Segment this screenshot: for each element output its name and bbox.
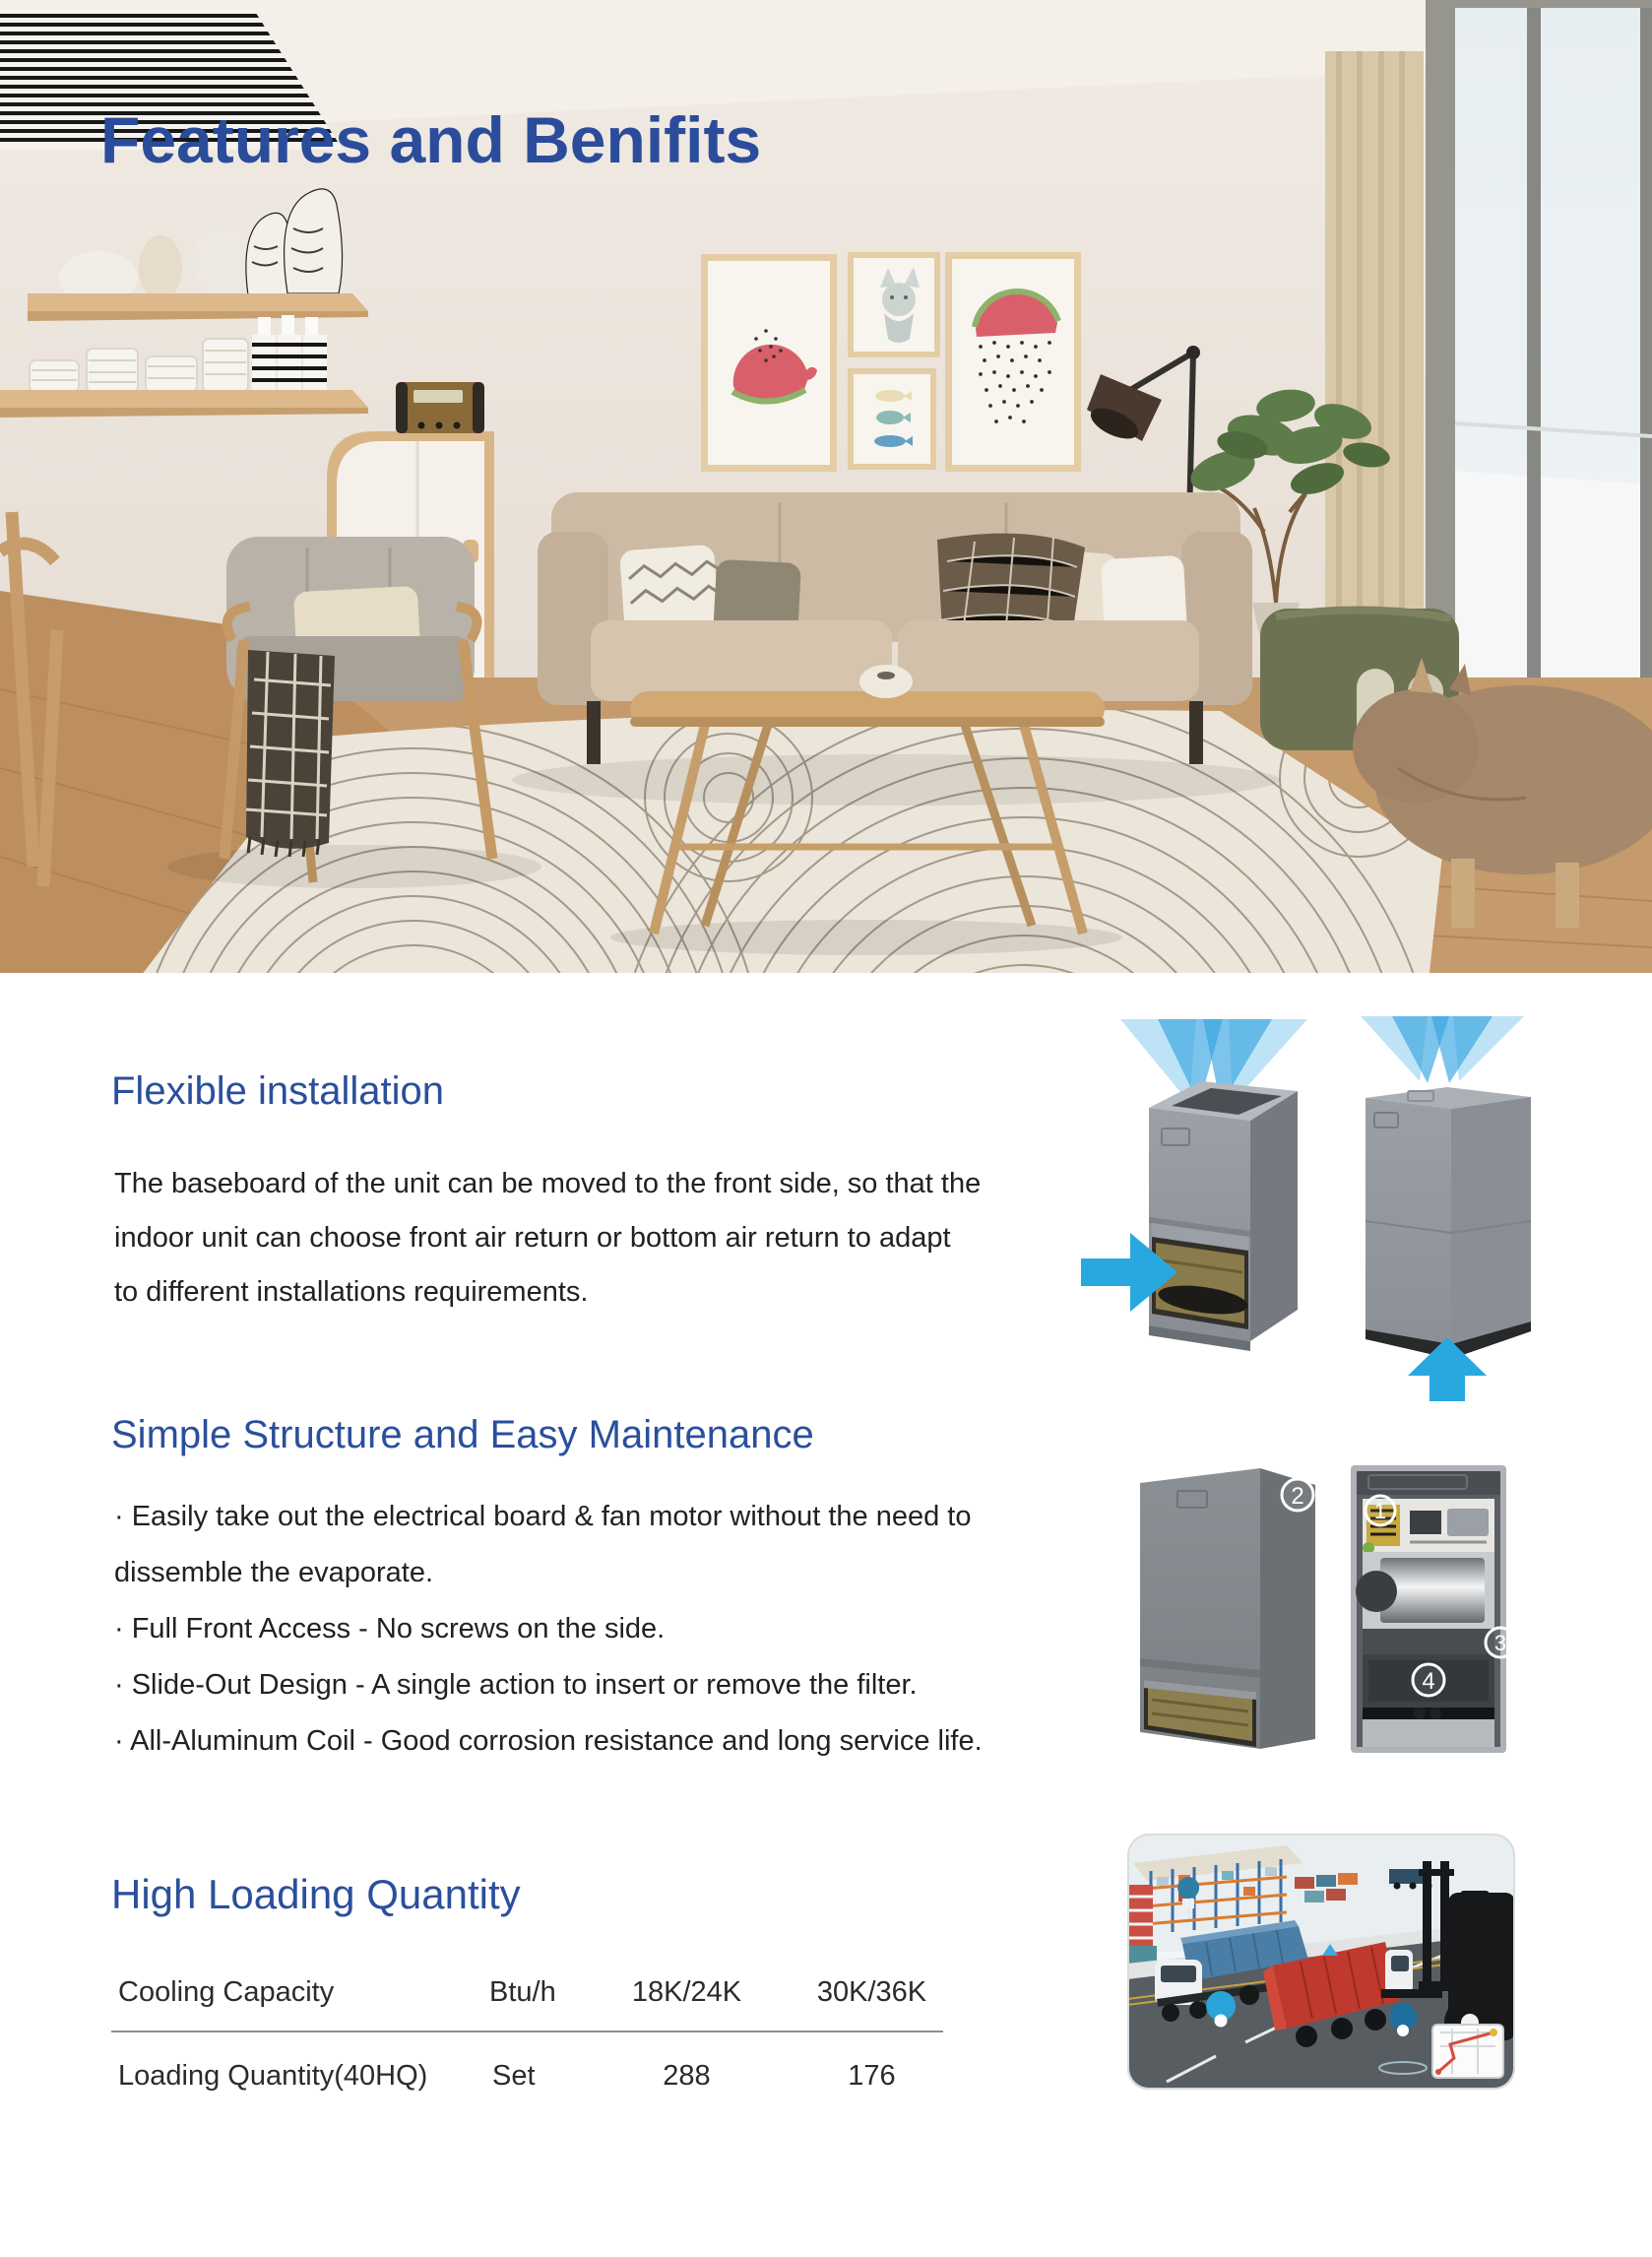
svg-text:4: 4 — [1422, 1668, 1435, 1695]
flexible-text-line: indoor unit can choose front air return or bottom air return to adapt — [114, 1222, 951, 1254]
svg-text:3: 3 — [1493, 1631, 1507, 1655]
section-heading-high-loading-quantity: High Loading Quantity — [111, 1871, 521, 1917]
table-cell: 30K/36K — [816, 1976, 927, 2008]
table-cell: 18K/24K — [631, 1976, 742, 2008]
indoor-unit-bottom-return — [1366, 1087, 1531, 1359]
table-cell: Loading Quantity(40HQ) — [118, 2060, 428, 2092]
plaid-throw — [246, 650, 335, 857]
callout-badge-2 — [1282, 1479, 1313, 1511]
picture-frame-cat — [848, 252, 940, 357]
callout-badge-3 — [1486, 1628, 1515, 1657]
table-cell: Set — [492, 2060, 536, 2092]
striped-vases-icon — [252, 315, 327, 392]
picture-frame-watermelon-whale — [701, 254, 837, 472]
callout-badge-4 — [1413, 1664, 1444, 1696]
unit-closed-cabinet — [1140, 1468, 1315, 1749]
simple-bullet-line: dissemble the evaporate. — [114, 1557, 434, 1588]
picture-frame-fish — [848, 368, 936, 470]
table-cell: Btu/h — [489, 1976, 556, 2008]
table-divider — [111, 2031, 943, 2032]
svg-text:1: 1 — [1373, 1499, 1387, 1523]
flexible-text-line: to different installations requirements. — [114, 1276, 589, 1308]
section-heading-flexible-installation: Flexible installation — [111, 1069, 444, 1113]
table-cell: Cooling Capacity — [118, 1976, 335, 2008]
flexible-text-line: The baseboard of the unit can be moved to the front side, so that the — [114, 1168, 982, 1199]
simple-bullet-line: · Easily take out the electrical board & fan motor without the need to — [114, 1501, 972, 1532]
hero-image — [0, 0, 1652, 973]
indoor-unit-front-return — [1149, 1081, 1298, 1351]
airflow-up-icon — [1361, 1016, 1524, 1083]
simple-bullet-line: · All-Aluminum Coil - Good corrosion resistance and long service life. — [114, 1725, 983, 1757]
flexible-installation-graphic — [1073, 1014, 1624, 1403]
simple-bullet-line: · Slide-Out Design - A single action to insert or remove the filter. — [114, 1669, 918, 1701]
table-cell: 176 — [848, 2060, 896, 2092]
section-heading-simple-structure: Simple Structure and Easy Maintenance — [111, 1413, 814, 1456]
radio-icon — [396, 382, 484, 433]
simple-bullet-line: · Full Front Access - No screws on the side. — [114, 1613, 666, 1644]
simple-structure-graphic — [1122, 1455, 1536, 1761]
map-inset — [1432, 2025, 1503, 2078]
logistics-illustration — [1127, 1834, 1515, 2090]
container-stack — [1127, 1885, 1157, 1967]
svg-text:2: 2 — [1291, 1483, 1304, 1510]
picture-frame-watermelon-rain — [945, 252, 1081, 472]
page-title: Features and Benifits — [100, 103, 762, 176]
table-cell: 288 — [663, 2060, 711, 2092]
table-vase-icon — [859, 665, 913, 698]
callout-badge-1 — [1366, 1496, 1395, 1525]
